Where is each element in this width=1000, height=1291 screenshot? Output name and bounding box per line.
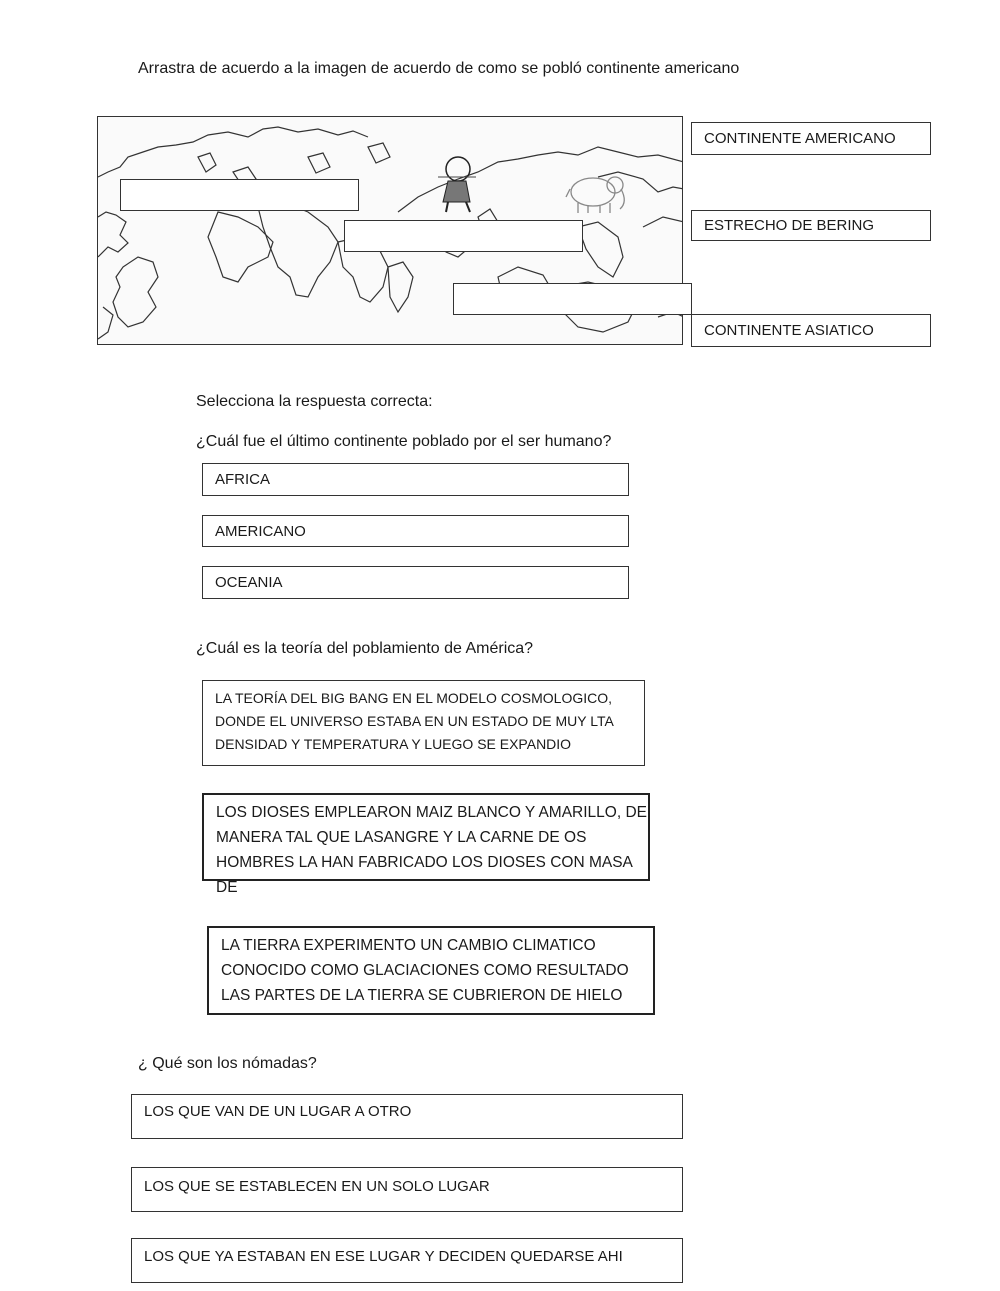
drag-option-estrecho-de-bering[interactable]: ESTRECHO DE BERING	[691, 210, 931, 241]
question-nomadas: ¿ Qué son los nómadas?	[138, 1055, 317, 1072]
mammoth-figure	[566, 177, 624, 213]
answer-option-africa[interactable]: AFRICA	[202, 463, 629, 496]
map-drop-zone-1[interactable]	[120, 179, 359, 211]
question-theory: ¿Cuál es la teoría del poblamiento de América?	[196, 640, 534, 657]
drag-option-continente-asiatico[interactable]: CONTINENTE ASIATICO	[691, 314, 931, 347]
map-drop-zone-3[interactable]	[453, 283, 692, 315]
drag-option-continente-americano[interactable]: CONTINENTE AMERICANO	[691, 122, 931, 155]
answer-option-van-de-un-lugar[interactable]: LOS QUE VAN DE UN LUGAR A OTRO	[131, 1094, 683, 1139]
answer-option-americano[interactable]: AMERICANO	[202, 515, 629, 547]
option-line: LA TEORÍA DEL BIG BANG EN EL MODELO COSMOLOGICO,	[215, 690, 613, 706]
option-line: HOMBRES LA HAN FABRICADO LOS DIOSES CON MASA DE	[216, 854, 633, 896]
option-line: DONDE EL UNIVERSO ESTABA EN UN ESTADO DE MUY LTA	[215, 713, 614, 729]
option-line: LA TIERRA EXPERIMENTO UN CAMBIO CLIMATICO	[221, 937, 596, 954]
answer-option-big-bang[interactable]	[202, 680, 645, 766]
question-last-continent: ¿Cuál fue el último continente poblado por el ser humano?	[196, 433, 612, 450]
answer-option-ya-estaban[interactable]: LOS QUE YA ESTABAN EN ESE LUGAR Y DECIDEN QUEDARSE AHI	[131, 1238, 683, 1283]
map-drop-zone-2[interactable]	[344, 220, 583, 252]
select-instruction: Selecciona la respuesta correcta:	[196, 393, 433, 410]
map-instruction: Arrastra de acuerdo a la imagen de acuerdo de como se pobló continente americano	[138, 60, 740, 77]
answer-option-dioses-maiz[interactable]	[202, 793, 650, 896]
option-line: LAS PARTES DE LA TIERRA SE CUBRIERON DE HIELO	[221, 987, 623, 1004]
option-line: LOS DIOSES EMPLEARON MAIZ BLANCO Y AMARILLO, DE	[216, 804, 647, 821]
answer-option-glaciaciones[interactable]	[207, 926, 655, 1015]
option-line: MANERA TAL QUE LASANGRE Y LA CARNE DE OS	[216, 829, 587, 846]
answer-option-oceania[interactable]: OCEANIA	[202, 566, 629, 599]
option-line: CONOCIDO COMO GLACIACIONES COMO RESULTADO	[221, 962, 629, 979]
option-line: DENSIDAD Y TEMPERATURA Y LUEGO SE EXPANDIO	[215, 736, 572, 752]
answer-option-establecen[interactable]: LOS QUE SE ESTABLECEN EN UN SOLO LUGAR	[131, 1167, 683, 1212]
